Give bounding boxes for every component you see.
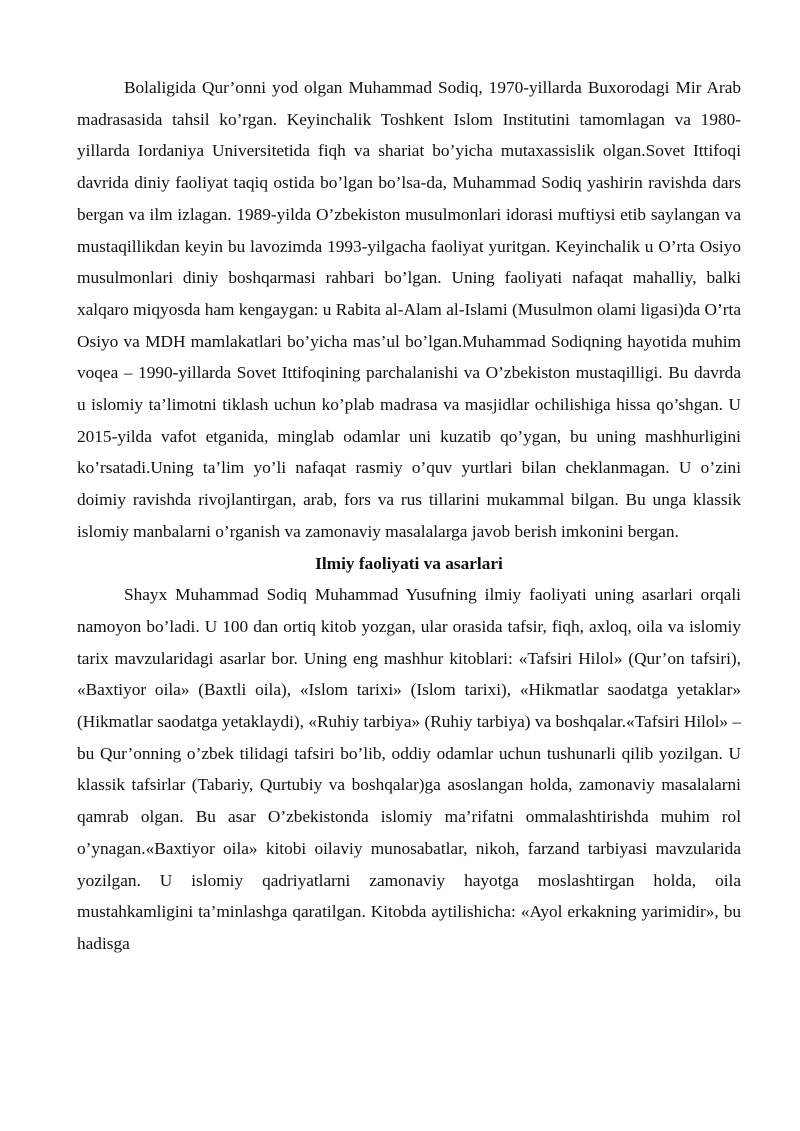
- body-paragraph-2: Shayx Muhammad Sodiq Muhammad Yusufning ilmiy faoliyati uning asarlari orqali namoyon bo’ladi. U 100 dan ortiq kitob yozgan, ular orasida tafsir, fiqh, axloq, oila va islomiy tarix mavzularidagi asarlar bor. Uning eng mashhur kitoblari: «Tafsiri Hilol» (Qur’on tafsiri), «Baxtiyor oila» (Baxtli oila), «Islom tarixi» (Islom tarixi), «Hikmatlar saodatga yetaklar» (Hikmatlar saodatga yetaklaydi), «Ruhiy tarbiya» (Ruhiy tarbiya) va boshqalar.«Tafsiri Hilol» – bu Qur’onning o’zbek tilidagi tafsiri bo’lib, oddiy odamlar uchun tushunarli qilib yozilgan. U klassik tafsirlar (Tabariy, Qurtubiy va boshqalar)ga asoslangan holda, zamonaviy masalalarni qamrab olgan. Bu asar O’zbekistonda islomiy ma’rifatni ommalashtirishda muhim rol o’ynagan.«Baxtiyor oila» kitobi oilaviy munosabatlar, nikoh, farzand tarbiyasi mavzularida yozilgan. U islomiy qadriyatlarni zamonaviy hayotga moslashtirgan holda, oila mustahkamligini ta’minlashga qaratilgan. Kitobda aytilishicha: «Ayol erkakning yarimidir», bu hadisga: [77, 585, 741, 953]
- document-body: [77, 72, 741, 960]
- section-heading: Ilmiy faoliyati va asarlari: [315, 553, 503, 573]
- body-paragraph-1: Bolaligida Qur’onni yod olgan Muhammad Sodiq, 1970-yillarda Buxorodagi Mir Arab madrasasida tahsil ko’rgan. Keyinchalik Toshkent Islom Institutini tamomlagan va 1980-yillarda Iordaniya Universitetida fiqh va shariat bo’yicha mutaxassislik olgan.Sovet Ittifoqi davrida diniy faoliyat taqiq ostida bo’lgan bo’lsa-da, Muhammad Sodiq yashirin ravishda dars bergan va ilm izlagan. 1989-yilda O’zbekiston musulmonlari idorasi muftiysi etib saylangan va mustaqillikdan keyin bu lavozimda 1993-yilgacha faoliyat yuritgan. Keyinchalik u O’rta Osiyo musulmonlari diniy boshqarmasi rahbari bo’lgan. Uning faoliyati nafaqat mahalliy, balki xalqaro miqyosda ham kengaygan: u Rabita al-Alam al-Islami (Musulmon olami ligasi)da O’rta Osiyo va MDH mamlakatlari bo’yicha mas’ul bo’lgan.Muhammad Sodiqning hayotida muhim voqea – 1990-yillarda Sovet Ittifoqining parchalanishi va O’zbekiston mustaqilligi. Bu davrda u islomiy ta’limotni tiklash uchun ko’plab madrasa va masjidlar ochilishiga hissa qo’shgan. U 2015-yilda vafot etganida, minglab odamlar uni kuzatib qo’ygan, bu uning mashhurligini ko’rsatadi.Uning ta’lim yo’li nafaqat rasmiy o’quv yurtlari bilan cheklanmagan. U o’zini doimiy ravishda rivojlantirgan, arab, fors va rus tillarini mukammal bilgan. Bu unga klassik islomiy manbalarni o’rganish va zamonaviy masalalarga javob berish imkonini bergan.: [77, 78, 741, 541]
